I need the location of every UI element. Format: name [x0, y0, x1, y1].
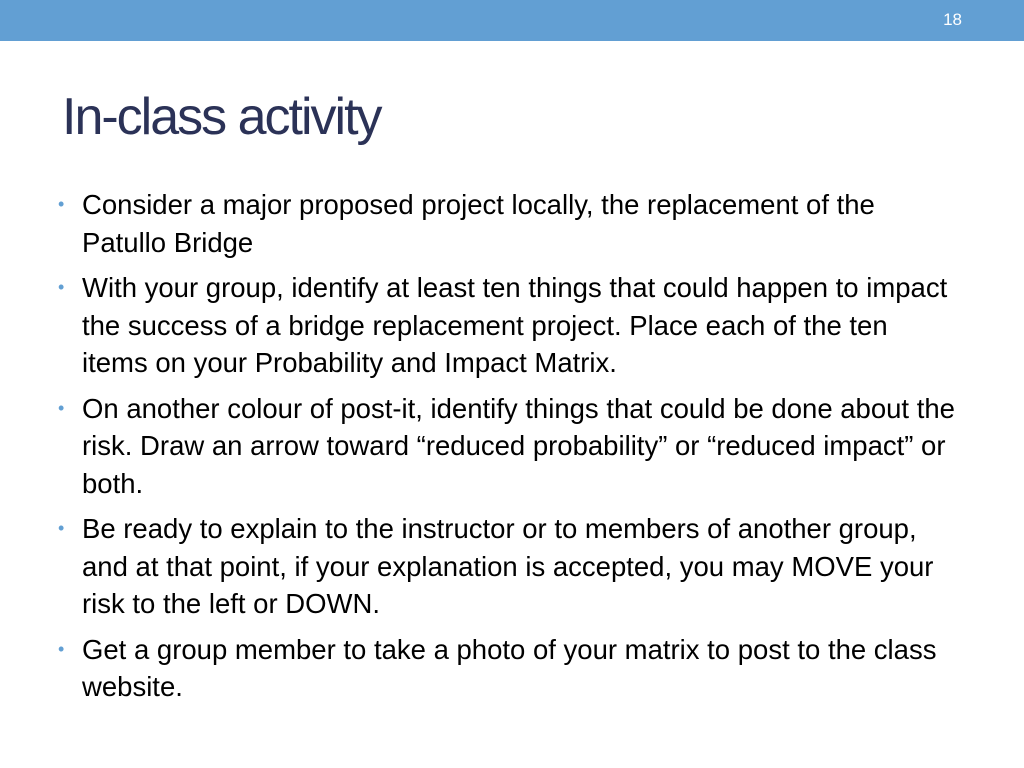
bullet-dot-icon: •: [58, 397, 65, 418]
bullet-text: Be ready to explain to the instructor or to members of another group, and at that point, if your explanation is accepted, you may MOVE your risk to the left or DOWN.: [82, 513, 934, 619]
bullet-item: [58, 390, 958, 503]
bullet-dot-icon: •: [58, 277, 65, 297]
bullet-text: Consider a major proposed project locally, the replacement of the Patullo Bridge: [82, 189, 875, 258]
bullet-text: Get a group member to take a photo of your matrix to post to the class website.: [82, 633, 937, 702]
bullet-dot-icon: •: [58, 638, 65, 659]
bullet-text: With your group, identify at least ten things that could happen to impact the success of a bridge replacement project. Place each of the ten items on your Probability and Impact Matrix.: [82, 272, 948, 378]
slide-number: 18: [943, 10, 962, 29]
header-bar: [0, 0, 1024, 41]
bullet-item: [58, 186, 958, 261]
bullet-item: [58, 510, 958, 623]
bullet-dot-icon: •: [58, 194, 65, 214]
slide-title: In-class activity: [62, 88, 381, 146]
bullet-dot-icon: •: [58, 518, 65, 538]
bullet-item: [58, 269, 958, 382]
bullet-list: [58, 186, 958, 714]
bullet-text: On another colour of post-it, identify things that could be done about the risk. Draw an arrow toward “reduced probability” or “reduced impact” or both.: [82, 392, 955, 499]
bullet-item: [58, 631, 958, 706]
